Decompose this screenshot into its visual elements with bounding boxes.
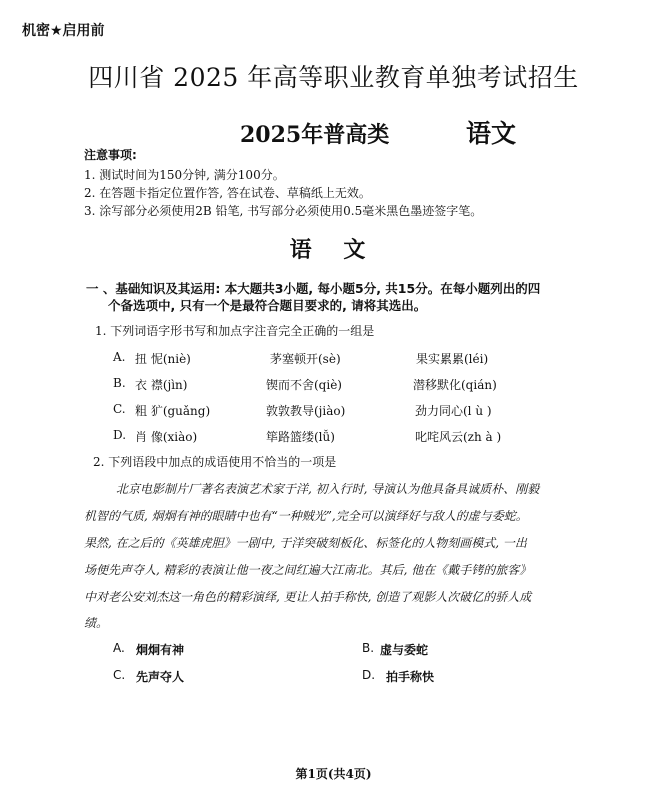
option-label: D. xyxy=(362,668,376,682)
question-2-stem: 2. 下列语段中加点的成语使用不恰当的一项是 xyxy=(93,455,337,469)
option-label: B. xyxy=(113,376,126,390)
passage-line: 机智的气质, 炯炯有神的眼睛中也有“一种贼光”,完全可以演绎好与敌人的虚与委蛇。 xyxy=(84,509,528,523)
option-word: 炯炯有神 xyxy=(136,643,185,657)
passage-line: 北京电影制片厂著名表演艺术家于洋, 初入行时, 导演认为他具备具诚质朴、刚毅 xyxy=(116,482,540,496)
notice-heading: 注意事项: xyxy=(84,148,137,162)
exam-subtitle: 2025年普高类 xyxy=(240,122,390,148)
option-word: 叱咤风云(zh à ) xyxy=(415,430,502,444)
option-word: 锲而不舍(qiè) xyxy=(266,378,342,392)
option-word: 肖 像(xiào) xyxy=(135,430,198,444)
notice-item: 3. 涂写部分必须使用2B 铅笔, 书写部分必须使用0.5毫米黑色墨迹签字笔。 xyxy=(84,204,483,218)
notice-item: 1. 测试时间为150分钟, 满分100分。 xyxy=(84,168,285,182)
exam-main-title: 四川省 2025 年高等职业教育单独考试招生 xyxy=(88,63,579,92)
passage-line: 中对老公安刘杰这一角色的精彩演绎, 更让人拍手称快, 创造了观影人次破亿的骄人成 xyxy=(84,590,532,604)
option-label: D. xyxy=(113,428,127,442)
option-word: 扭 怩(niè) xyxy=(135,352,191,366)
option-word: 潜移默化(qián) xyxy=(413,378,497,392)
option-word: 粗 犷(guǎng) xyxy=(135,404,211,418)
option-word: 拍手称快 xyxy=(386,670,435,684)
option-word: 衣 襟(jìn) xyxy=(135,378,188,392)
section-title: 语 文 xyxy=(289,237,378,263)
exam-subject: 语文 xyxy=(466,119,517,148)
option-word: 敦敦教导(jiào) xyxy=(266,404,346,418)
option-word: 果实累累(léi) xyxy=(416,352,489,366)
option-word: 先声夺人 xyxy=(136,670,185,684)
passage-line: 场便先声夺人, 精彩的表演让他一夜之间红遍大江南北。其后, 他在《戴手铐的旅客》 xyxy=(84,563,532,577)
confidential-label: 机密★启用前 xyxy=(22,23,105,39)
option-label: C. xyxy=(113,402,126,416)
option-word: 劲力同心(l ù ) xyxy=(415,404,492,418)
option-label: A. xyxy=(113,641,125,655)
option-word: 茅塞顿开(sè) xyxy=(270,352,341,366)
question-1-stem: 1. 下列词语字形书写和加点字注音完全正确的一组是 xyxy=(95,324,375,338)
option-label: C. xyxy=(113,668,126,682)
passage-line: 果然, 在之后的《英雄虎胆》一剧中, 于洋突破刻板化、标签化的人物刻画模式, 一出 xyxy=(84,536,527,550)
section1-instructions: 一 、基础知识及其运用: 本大题共3小题, 每小题5分, 共15分。在每小题列出的四 xyxy=(86,281,541,296)
option-label: B. xyxy=(362,641,375,655)
option-word: 筚路篮缕(lǚ) xyxy=(266,430,335,444)
option-word: 虚与委蛇 xyxy=(380,643,429,657)
option-label: A. xyxy=(113,350,126,364)
notice-item: 2. 在答题卡指定位置作答, 答在试卷、草稿纸上无效。 xyxy=(84,186,371,200)
section1-instructions-cont: 个备选项中, 只有一个是最符合题目要求的, 请将其选出。 xyxy=(108,298,427,313)
page-number: 第1页(共4页) xyxy=(295,767,372,781)
passage-line: 绩。 xyxy=(84,616,109,630)
